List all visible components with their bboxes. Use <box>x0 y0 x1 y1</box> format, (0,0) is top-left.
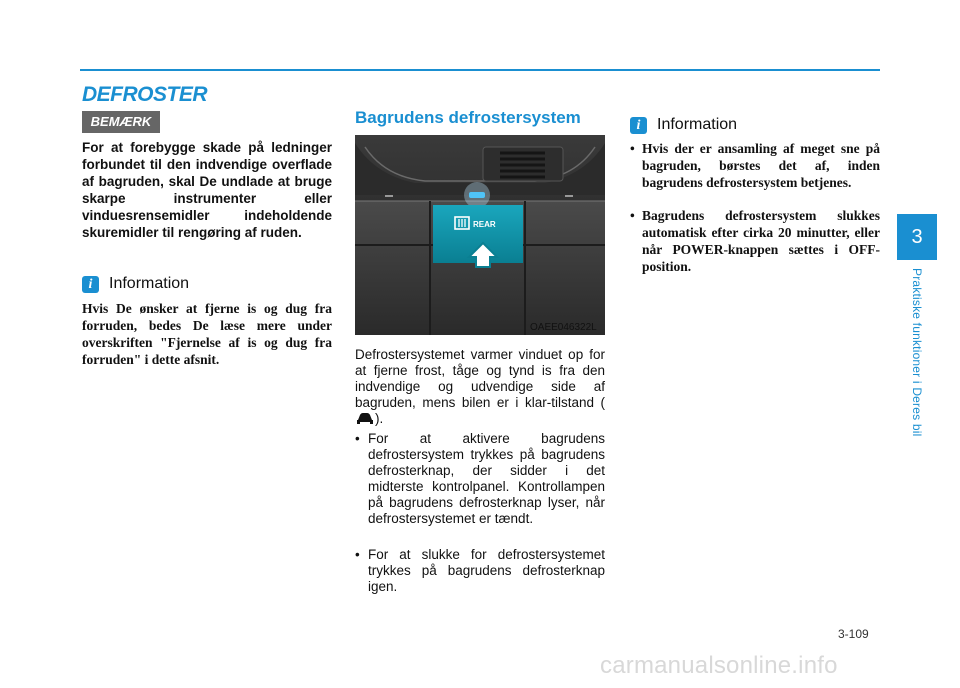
page-number: 3-109 <box>838 627 869 641</box>
description-text: Defrostersystemet varmer vinduet op for at fjerne frost, tåge og tynd is fra den indvendige og udvendige side af bagruden, mens bilen er i klar-tilstand ( <box>355 347 605 410</box>
description-text-end: ). <box>375 411 384 426</box>
info-left-text: Hvis De ønsker at fjerne is og dug fra forruden, bedes De læse mere under overskriften "Fjernelse af is og dug fra forruden" i dette afsnit. <box>82 301 332 367</box>
console-illustration <box>355 135 605 335</box>
rear-defroster-title: Bagrudens defrostersystem <box>355 108 581 127</box>
info-left-title: Information <box>109 275 190 292</box>
info-right-title: Information <box>657 116 738 133</box>
car-ready-icon <box>355 412 375 426</box>
info-icon: i <box>82 276 99 293</box>
defroster-description <box>355 347 605 427</box>
info-left-header <box>82 275 189 293</box>
info-right-header <box>630 116 737 134</box>
info-right-bullet-2: • Bagrudens defrostersystem slukkes automatisk efter cirka 20 minutter, eller når POWER-knappen sættes i OFF-position. <box>630 207 880 275</box>
defroster-bullet-1: • For at aktivere bagrudens defrostersystem trykkes på bagrudens defrosterknap, der sidder i det midterste kontrolpanel. Kontrollampen på bagrudens defrosterknap lyser, når defrostersystemet er tændt. <box>355 431 605 527</box>
chapter-tab: 3 <box>897 214 937 260</box>
top-rule <box>80 69 880 71</box>
defroster-bullet-2: • For at slukke for defrostersystemet trykkes på bagrudens defrosterknap igen. <box>355 547 605 595</box>
note-badge: BEMÆRK <box>82 111 160 133</box>
section-title: DEFROSTER <box>82 83 208 106</box>
info-right-bullet-1: • Hvis der er ansamling af meget sne på bagruden, børstes det af, inden bagrudens defrostersystem betjenes. <box>630 140 880 191</box>
rear-button-label: REAR <box>473 220 496 229</box>
note-text: For at forebygge skade på ledninger forbundet til den indvendige overflade af bagruden, skal De undlade at bruge skarpe instrumenter eller vinduesrensemidler indeholdende skuremidler til rengøring af ruden. <box>82 140 332 240</box>
watermark: carmanualsonline.info <box>600 652 838 679</box>
info-icon: i <box>630 117 647 134</box>
photo-caption: OAEE046322L <box>530 322 597 333</box>
defroster-panel-photo <box>355 135 605 335</box>
chapter-label: Praktiske funktioner i Deres bil <box>910 268 924 437</box>
